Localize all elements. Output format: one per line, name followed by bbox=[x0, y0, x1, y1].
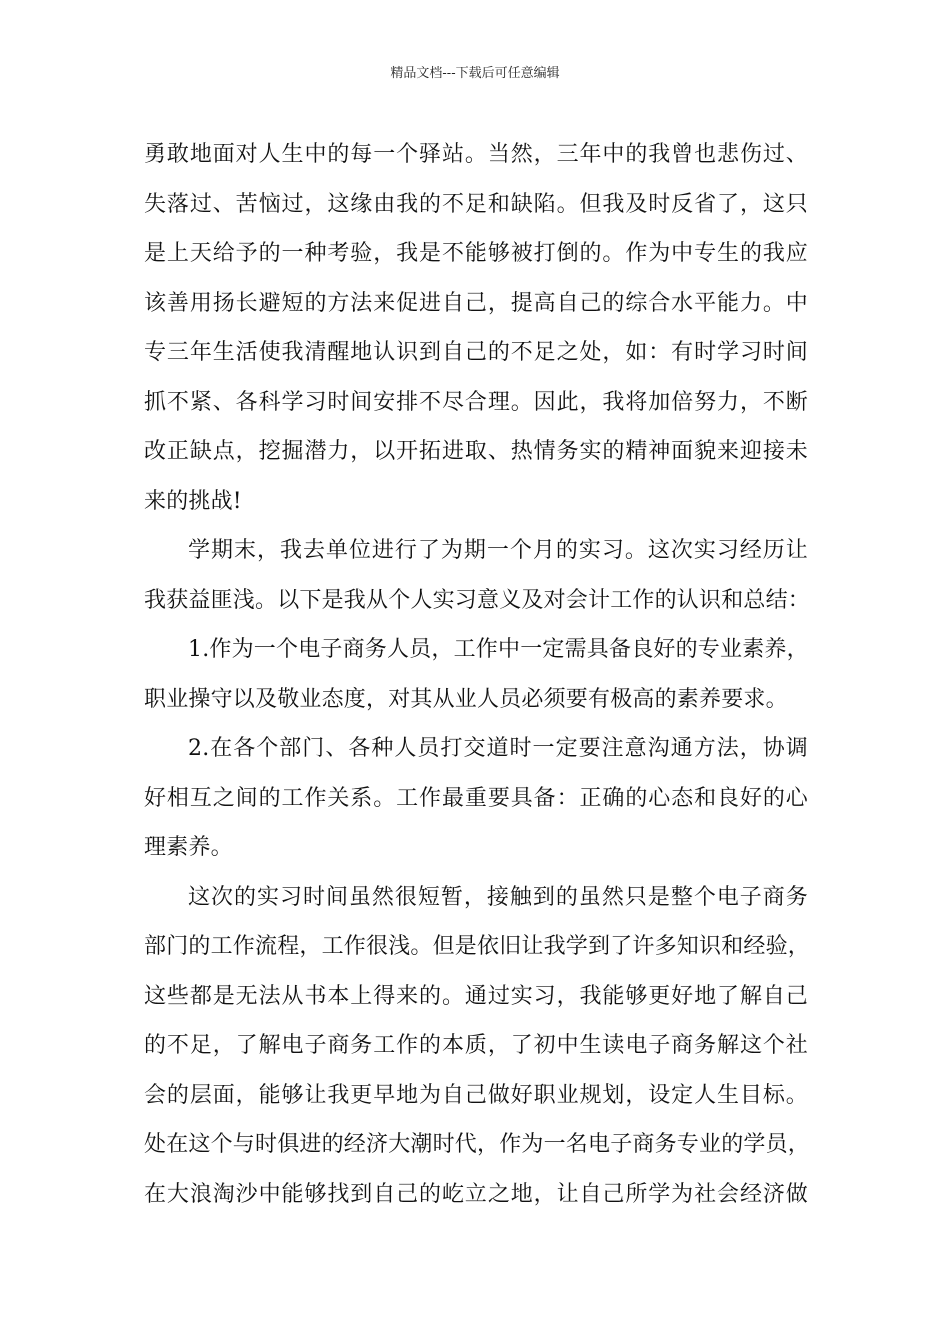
text-line: 专三年生活使我清醒地认识到自己的不足之处，如：有时学习时间 bbox=[144, 340, 808, 365]
list-item-2-line: 2.在各个部门、各种人员打交道时一定要注意沟通方法，协调 bbox=[188, 736, 808, 761]
list-item-1-line: 1.作为一个电子商务人员，工作中一定需具备良好的专业素养， bbox=[188, 637, 809, 662]
paragraph-start-line: 学期末，我去单位进行了为期一个月的实习。这次实习经历让 bbox=[188, 538, 808, 563]
text-line: 会的层面，能够让我更早地为自己做好职业规划，设定人生目标。 bbox=[144, 1082, 808, 1108]
text-line: 理素养。 bbox=[144, 835, 233, 860]
text-line: 改正缺点，挖掘潜力，以开拓进取、热情务实的精神面貌来迎接未 bbox=[144, 439, 808, 464]
text-line: 来的挑战! bbox=[144, 488, 242, 514]
text-line: 职业操守以及敬业态度，对其从业人员必须要有极高的素养要求。 bbox=[144, 686, 788, 712]
paragraph-start-line: 这次的实习时间虽然很短暂，接触到的虽然只是整个电子商务 bbox=[188, 884, 808, 910]
text-line: 好相互之间的工作关系。工作最重要具备：正确的心态和良好的心 bbox=[144, 785, 808, 811]
text-line: 的不足，了解电子商务工作的本质，了初中生读电子商务解这个社 bbox=[144, 1033, 808, 1058]
text-line: 勇敢地面对人生中的每一个驿站。当然，三年中的我曾也悲伤过、 bbox=[144, 142, 808, 167]
text-line: 这些都是无法从书本上得来的。通过实习，我能够更好地了解自己 bbox=[144, 983, 808, 1009]
text-line: 该善用扬长避短的方法来促进自己，提高自己的综合水平能力。中 bbox=[144, 290, 808, 316]
page-header: 精品文档---下载后可任意编辑 bbox=[390, 66, 560, 81]
text-line: 抓不紧、各科学习时间安排不尽合理。因此，我将加倍努力，不断 bbox=[144, 389, 808, 415]
body-text bbox=[144, 130, 811, 1219]
text-line: 在大浪淘沙中能够找到自己的屹立之地，让自己所学为社会经济做 bbox=[144, 1181, 808, 1207]
text-line: 是上天给予的一种考验，我是不能够被打倒的。作为中专生的我应 bbox=[144, 241, 808, 266]
text-line: 处在这个与时俱进的经济大潮时代，作为一名电子商务专业的学员， bbox=[144, 1132, 811, 1157]
text-line: 我获益匪浅。以下是我从个人实习意义及对会计工作的认识和总结： bbox=[144, 587, 811, 613]
text-line: 失落过、苦恼过，这缘由我的不足和缺陷。但我及时反省了，这只 bbox=[144, 191, 808, 217]
text-line: 部门的工作流程，工作很浅。但是依旧让我学到了许多知识和经验， bbox=[144, 934, 811, 959]
